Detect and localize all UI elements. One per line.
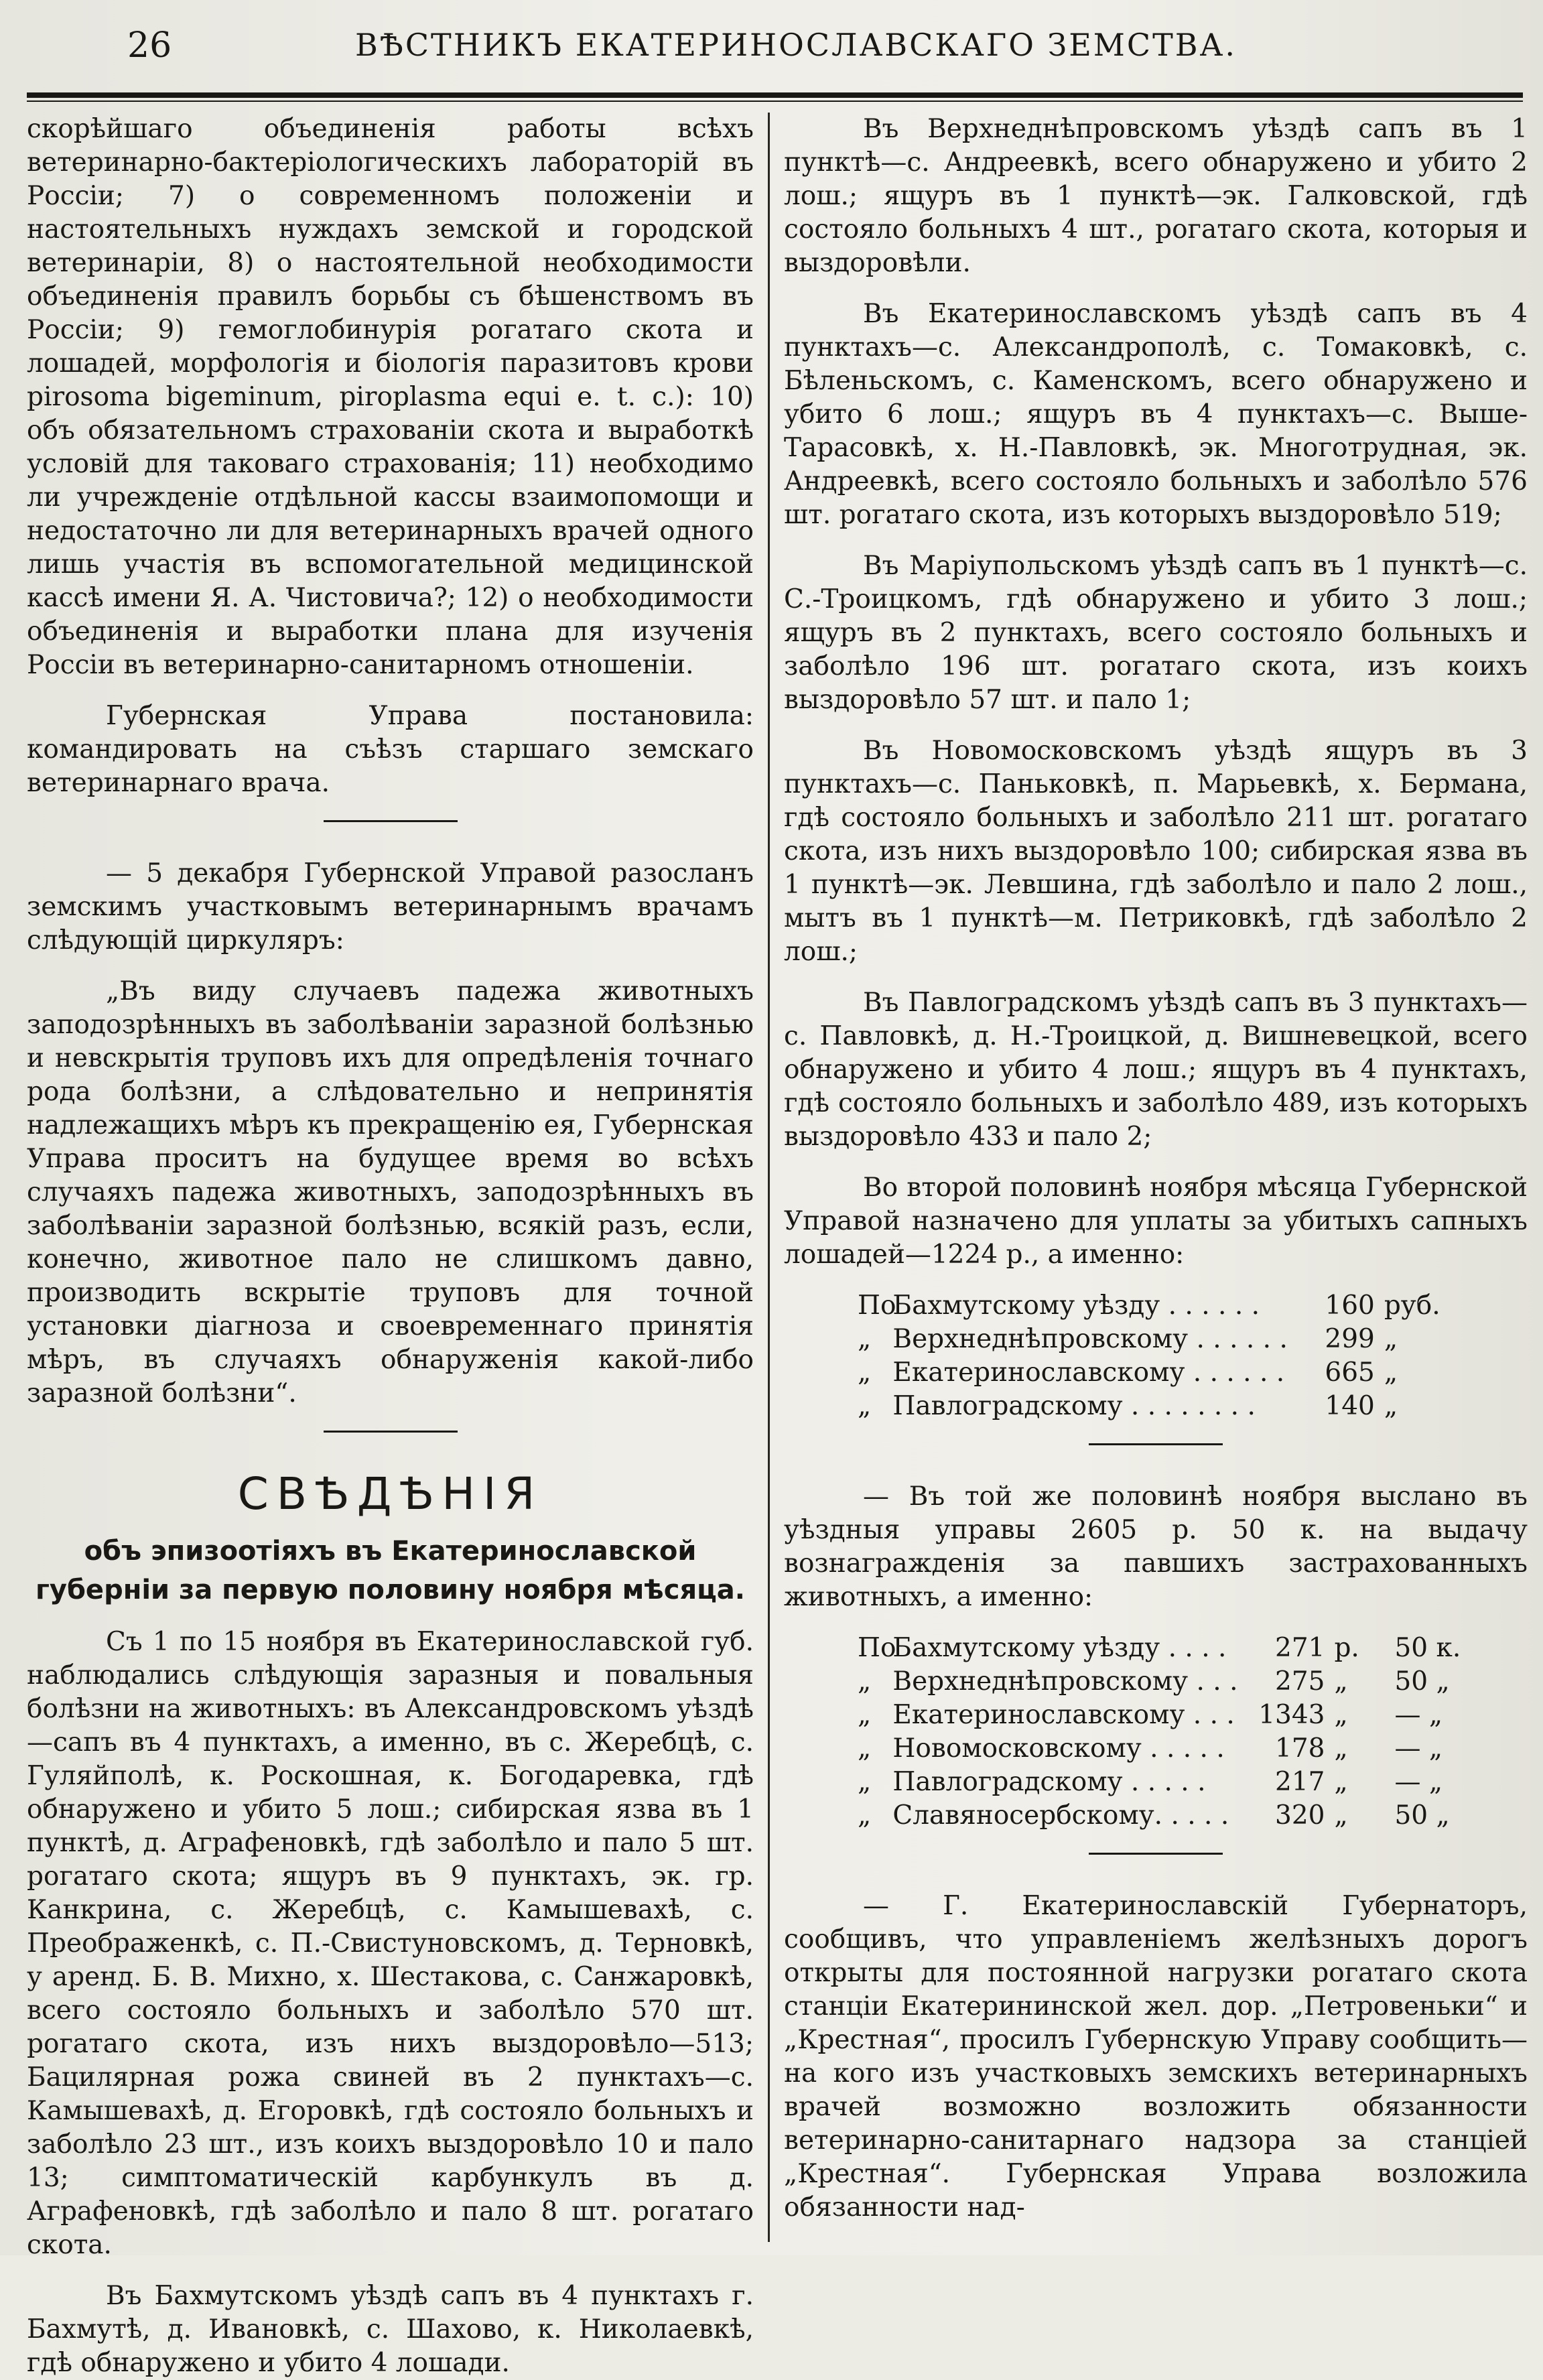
row-prefix: „ [858,1391,872,1421]
row-unit: руб. [1384,1291,1440,1321]
row-name: Верхнеднѣпровскому . . . [892,1666,1238,1697]
left-column [27,113,754,2378]
separator [1089,1853,1223,1855]
row-amount: 160 [1325,1291,1375,1321]
row-amount: 665 [1325,1358,1375,1388]
row-amount: 271 [1275,1633,1325,1663]
paragraph: Въ Павлоградскомъ уѣздѣ сапъ въ 3 пунктахъ—с. Павловкѣ, д. Н.-Троицкой, д. Вишневецкой, всего обнаружено и убито 4 лош.; ящуръ въ 4 пунктахъ, гдѣ состояло больныхъ и заболѣло 489, изъ которыхъ выздоровѣло 433 и пало 2; [784,988,1528,1152]
row-name: Новомосковскому . . . . . [892,1733,1225,1764]
row-unit: р. [1334,1633,1359,1663]
table-row [858,1665,1475,1699]
paragraph: — Въ той же половинѣ ноября выслано въ уѣздныя управы 2605 р. 50 к. на выдачу вознагражденія за павшихъ застрахованныхъ животныхъ, а именно: [784,1481,1528,1612]
row-prefix: „ [858,1666,872,1697]
table-row [858,1632,1475,1665]
row-kopecks: 50 к. [1394,1633,1461,1663]
table-row [858,1699,1475,1732]
row-kopecks: 50 „ [1394,1800,1450,1831]
section-title: СВѢДѢНІЯ [237,1468,543,1520]
circular-quote: „Въ виду случаевъ падежа животныхъ заподозрѣнныхъ въ заболѣваніи заразной болѣзнью и невскрытія труповъ ихъ для опредѣленія точнаго рода болѣзни, а слѣдовательно и непринятія надлежащихъ мѣръ къ прекращенію ея, Губернская Управа проситъ на будущее время во всѣхъ случаяхъ падежа животныхъ, заподозрѣнныхъ въ заболѣваніи заразной болѣзнью, всякій разъ, если, конечно, животное пало не слишкомъ давно, производить вскрытіе труповъ для точной установки діагноза и своевременнаго принятія мѣръ, въ случаяхъ обнаруженія какой-либо заразной болѣзни“. [27,976,754,1408]
row-unit: „ [1334,1767,1348,1797]
row-unit: „ [1334,1700,1348,1730]
payment-table-horses [858,1289,1445,1423]
paragraph: — 5 декабря Губернской Управой разосланъ земскимъ участковымъ ветеринарнымъ врачамъ слѣдующій циркуляръ: [27,858,754,955]
text-columns [27,113,1528,2378]
row-unit: „ [1334,1666,1348,1697]
paragraph: Въ Бахмутскомъ уѣздѣ сапъ въ 4 пунктахъ г. Бахмутѣ, д. Ивановкѣ, с. Шахово, к. Николаевкѣ, гдѣ обнаружено и убито 4 лошади. [27,2281,754,2378]
row-prefix: „ [858,1767,872,1797]
paragraph: Съ 1 по 15 ноября въ Екатеринославской губ. наблюдались слѣдующія заразныя и повальныя болѣзни на животныхъ: въ Александровскомъ уѣздѣ—сапъ въ 4 пунктахъ, а именно, въ с. Жеребцѣ, с. Гуляйполѣ, к. Роскошная, к. Богодаревка, гдѣ обнаружено и убито 5 лош.; сибирская язва въ 1 пунктѣ, д. Аграфеновкѣ, гдѣ заболѣло и пало 5 шт. рогатаго скота; ящуръ въ 9 пунктахъ, эк. гр. Канкрина, с. Жеребцѣ, с. Камышевахѣ, с. Преображенкѣ, с. П.-Свистуновскомъ, д. Терновкѣ, у аренд. Б. В. Михно, х. Шестакова, с. Санжаровкѣ, всего состояло больныхъ и заболѣло 570 шт. рогатаго скота, изъ нихъ выздоровѣло—513; Бацилярная рожа свиней въ 2 пунктахъ—с. Камышевахѣ, д. Егоровкѣ, гдѣ состояло больныхъ и заболѣло 23 шт., изъ коихъ выздоровѣло 10 и пало 13; симптоматическій карбункулъ въ д. Аграфеновкѣ, гдѣ заболѣло и пало 8 шт. рогатаго скота. [27,1627,754,2260]
right-column [784,113,1528,2242]
paragraph: Губернская Управа постановила: командировать на съѣзъ старшаго земскаго ветеринарнаго врача. [27,701,754,798]
section-subtitle: объ эпизоотіяхъ въ Екатеринославской губерніи за первую половину ноября мѣсяца. [36,1536,745,1605]
row-name: Бахмутскому уѣзду . . . . [892,1633,1227,1663]
header-rule [27,92,1523,98]
row-prefix: „ [858,1733,872,1764]
row-name: Славяносербскому. . . . . [892,1800,1229,1831]
row-amount: 1343 [1258,1700,1325,1730]
payment-table-insured [858,1632,1475,1833]
paragraph: Въ Маріупольскомъ уѣздѣ сапъ въ 1 пунктѣ—с. С.-Троицкомъ, гдѣ обнаружено и убито 3 лош.; ящуръ въ 2 пунктахъ, всего состояло больныхъ и заболѣло 196 шт. рогатаго скота, изъ коихъ выздоровѣло 57 шт. и пало 1; [784,551,1528,715]
table-row [858,1799,1475,1833]
paragraph: Въ Новомосковскомъ уѣздѣ ящуръ въ 3 пунктахъ—с. Паньковкѣ, п. Марьевкѣ, х. Бермана, гдѣ состояло больныхъ и заболѣло 211 шт. рогатаго скота, изъ нихъ выздоровѣло 100; сибирская язва въ 1 пунктѣ—эк. Левшина, гдѣ заболѣло и пало 2 лош., мытъ въ 1 пунктѣ—м. Петриковкѣ, гдѣ заболѣло 2 лош.; [784,736,1528,967]
row-unit: „ [1334,1800,1348,1831]
column-divider [768,113,770,2242]
table-row [858,1732,1475,1766]
row-prefix: По [858,1291,896,1321]
row-amount: 140 [1325,1391,1375,1421]
separator [324,820,458,822]
paragraph: Во второй половинѣ ноября мѣсяца Губернской Управой назначено для уплаты за убитыхъ сапныхъ лошадей—1224 р., а именно: [784,1173,1528,1270]
row-unit: „ [1384,1324,1398,1354]
row-name: Павлоградскому . . . . . . . . [892,1391,1256,1421]
page-number: 26 [127,25,172,66]
row-amount: 178 [1275,1733,1325,1764]
row-name: Бахмутскому уѣзду . . . . . . [892,1291,1260,1321]
separator [1089,1443,1223,1445]
row-prefix: По [858,1633,896,1663]
row-amount: 217 [1275,1767,1325,1797]
row-amount: 299 [1325,1324,1375,1354]
table-row [858,1323,1445,1356]
row-amount: 320 [1275,1800,1325,1831]
page-header [27,0,1523,87]
row-unit: „ [1384,1358,1398,1388]
row-unit: „ [1384,1391,1398,1421]
row-kopecks: 50 „ [1394,1666,1450,1697]
row-unit: „ [1334,1733,1348,1764]
row-prefix: „ [858,1358,872,1388]
paragraph: Въ Верхнеднѣпровскомъ уѣздѣ сапъ въ 1 пунктѣ—с. Андреевкѣ, всего обнаружено и убито 2 лош.; ящуръ въ 1 пунктѣ—эк. Галковской, гдѣ состояло больныхъ 4 шт., рогатаго скота, которыя и выздоровѣли. [784,114,1528,278]
table-row [858,1766,1475,1799]
table-row [858,1356,1445,1390]
row-name: Екатеринославскому . . . . . . [892,1358,1285,1388]
row-name: Верхнеднѣпровскому . . . . . . [892,1324,1288,1354]
table-row [858,1289,1445,1323]
row-name: Екатеринославскому . . . [892,1700,1235,1730]
table-row [858,1390,1445,1423]
row-prefix: „ [858,1800,872,1831]
row-prefix: „ [858,1700,872,1730]
row-amount: 275 [1275,1666,1325,1697]
paragraph: — Г. Екатеринославскій Губернаторъ, сообщивъ, что управленіемъ желѣзныхъ дорогъ открыты для постоянной нагрузки рогатаго скота станціи Екатерининской жел. дор. „Петровеньки“ и „Крестная“, просилъ Губернскую Управу сообщить—на кого изъ участковыхъ земскихъ ветеринарныхъ врачей возможно возложить обязанности ветеринарно-санитарнаго надзора за станціей „Крестная“. Губернская Управа возложила обязанности над- [784,1891,1528,2223]
paragraph: скорѣйшаго объединенія работы всѣхъ ветеринарно-бактеріологическихъ лабораторій въ Россіи; 7) о современномъ положеніи и настоятельныхъ нуждахъ земской и городской ветеринаріи, 8) о настоятельной необходимости объединенія правилъ борьбы съ бѣшенствомъ въ Россіи; 9) гемоглобинурія рогатаго скота и лошадей, морфологія и біологія паразитовъ крови pirosoma bigeminum, piroplasma equi e. t. c.): 10) объ обязательномъ страхованіи скота и выработкѣ условій для таковаго страхованія; 11) необходимо ли учрежденіе отдѣльной кассы взаимопомощи и недостаточно ли для ветеринарныхъ врачей одного лишь участія въ вспомогательной медицинской кассѣ имени Я. А. Чистовича?; 12) о необходимости объединенія и выработки плана для изученія Россіи въ ветеринарно-санитарномъ отношеніи. [27,114,754,680]
row-kopecks: — „ [1394,1700,1443,1730]
row-prefix: „ [858,1324,872,1354]
separator [324,1431,458,1433]
row-name: Павлоградскому . . . . . [892,1767,1206,1797]
row-kopecks: — „ [1394,1733,1443,1764]
running-title: ВѢСТНИКЪ ЕКАТЕРИНОСЛАВСКАГО ЗЕМСТВА. [355,27,1237,63]
paragraph: Въ Екатеринославскомъ уѣздѣ сапъ въ 4 пунктахъ—с. Александрополѣ, с. Томаковкѣ, с. Бѣленьскомъ, с. Каменскомъ, всего обнаружено и убито 6 лош.; ящуръ въ 4 пунктахъ—с. Выше-Тарасовкѣ, х. Н.-Павловкѣ, эк. Многотрудная, эк. Андреевкѣ, всего состояло больныхъ и заболѣло 576 шт. рогатаго скота, изъ которыхъ выздоровѣло 519; [784,299,1528,530]
row-kopecks: — „ [1394,1767,1443,1797]
header-rule-thin [27,101,1523,102]
